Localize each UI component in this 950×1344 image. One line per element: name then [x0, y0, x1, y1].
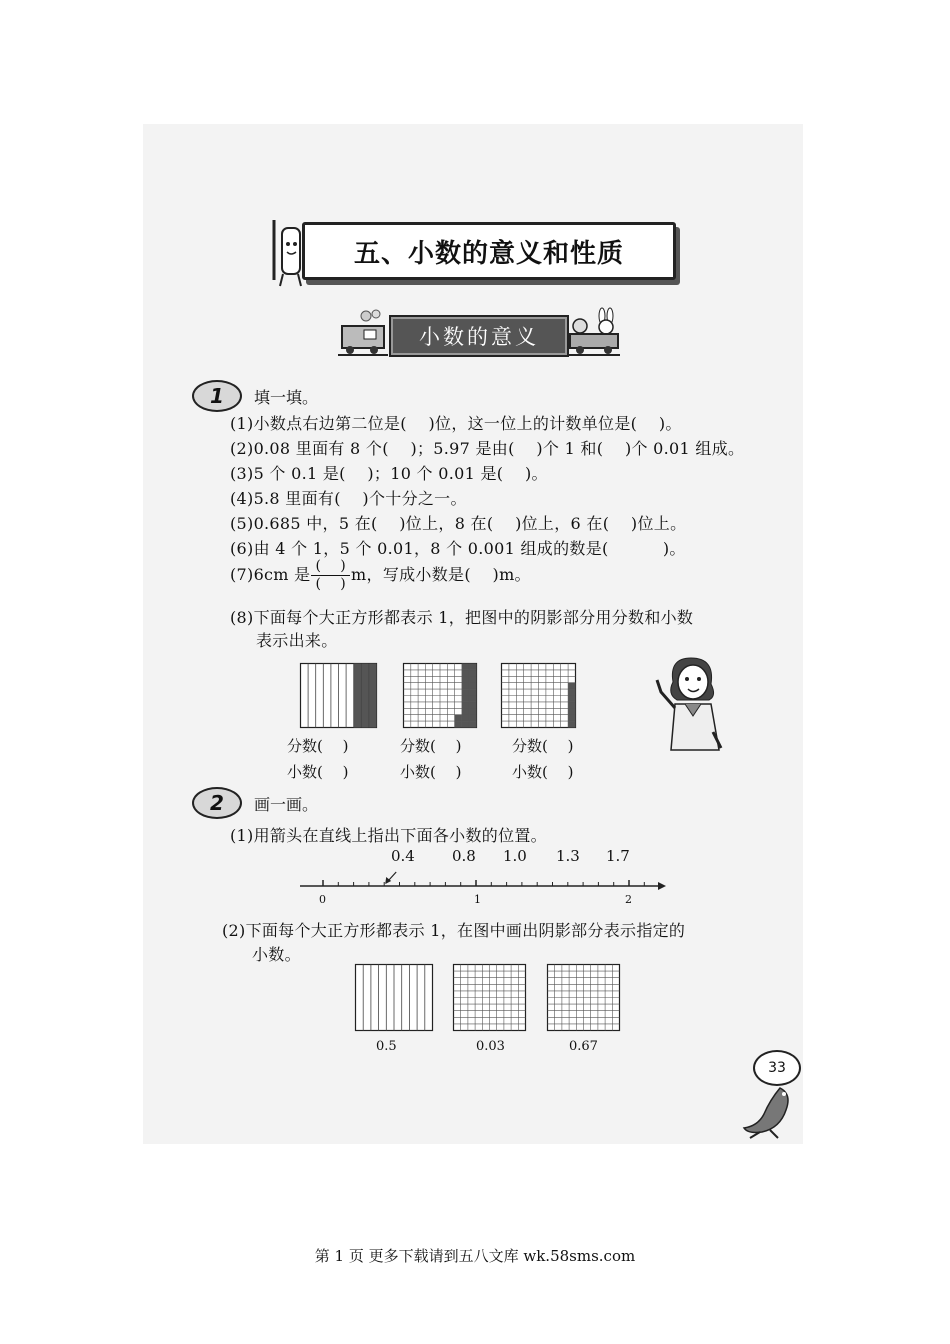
question-1-7: [230, 558, 531, 593]
shaded-cell: [462, 676, 469, 682]
question-1-7-suffix: m，写成小数是( )m。: [351, 565, 531, 584]
chapter-title: 五、小数的意义和性质: [302, 222, 676, 280]
shaded-cell: [469, 676, 476, 682]
decimal-answer-2: 小数( ): [400, 763, 462, 781]
exercise-1-badge: 1: [192, 380, 242, 412]
number-1-3: 1.3: [556, 847, 580, 865]
section-title: 小数的意义: [389, 315, 569, 357]
fraction-answer-1: 分数( ): [287, 737, 349, 755]
shaded-cell: [462, 702, 469, 708]
section-banner: [338, 308, 620, 358]
shaded-cell: [568, 715, 575, 721]
shaded-cell: [469, 683, 476, 689]
shaded-grid-hundredths-a: [403, 663, 477, 728]
question-1-3: (3)5 个 0.1 是( )；10 个 0.01 是( )。: [230, 464, 548, 483]
shaded-cell: [568, 683, 575, 689]
exercise-2-title: 画一画。: [254, 795, 319, 814]
shaded-cell: [469, 721, 476, 727]
shaded-cell: [462, 689, 469, 695]
shaded-cell: [469, 670, 476, 676]
target-decimal-3: 0.67: [569, 1039, 598, 1054]
axis-label-0: 0: [319, 893, 326, 906]
shaded-cell: [469, 689, 476, 695]
train-engine-icon: [338, 310, 388, 356]
shaded-cell: [469, 715, 476, 721]
shaded-cell: [469, 702, 476, 708]
fraction-answer-2: 分数( ): [400, 737, 462, 755]
question-1-6: (6)由 4 个 1，5 个 0.01，8 个 0.001 组成的数是( )。: [230, 539, 686, 558]
seal-mascot-icon: [740, 1084, 798, 1140]
target-decimal-2: 0.03: [476, 1039, 505, 1054]
axis-arrowhead: [658, 882, 666, 890]
shaded-cell: [568, 708, 575, 714]
axis-label-2: 2: [625, 893, 632, 906]
shaded-cell: [455, 721, 462, 727]
shaded-cell: [469, 696, 476, 702]
question-1-8-cont: 表示出来。: [256, 631, 338, 650]
number-0-8: 0.8: [452, 847, 476, 865]
decimal-answer-1: 小数( ): [287, 763, 349, 781]
number-line: [300, 872, 670, 902]
shaded-cell: [462, 664, 469, 670]
question-1-2: (2)0.08 里面有 8 个( )；5.97 是由( )个 1 和( )个 0.01 组成。: [230, 439, 745, 458]
number-1-0: 1.0: [503, 847, 527, 865]
shaded-cell: [469, 664, 476, 670]
page-number: 33: [753, 1050, 801, 1086]
target-decimal-1: 0.5: [376, 1039, 397, 1054]
empty-grid-tenths: [355, 964, 433, 1031]
exercise-2-badge: 2: [192, 787, 242, 819]
question-2-1: (1)用箭头在直线上指出下面各小数的位置。: [230, 826, 547, 845]
shaded-cell: [462, 715, 469, 721]
shaded-cell: [568, 721, 575, 727]
fraction-blank: [311, 558, 350, 593]
shaded-cell: [462, 708, 469, 714]
shaded-strip: [354, 664, 362, 728]
axis-label-1: 1: [474, 893, 481, 906]
exercise-1-title: 填一填。: [254, 388, 319, 407]
shaded-cell: [462, 683, 469, 689]
question-1-1: (1)小数点右边第二位是( )位，这一位上的计数单位是( )。: [230, 414, 682, 433]
fraction-answer-3: 分数( ): [512, 737, 574, 755]
question-1-7-prefix: (7)6cm 是: [230, 565, 311, 584]
number-0-4: 0.4: [391, 847, 415, 865]
question-2-2-cont: 小数。: [252, 945, 301, 964]
shaded-grid-tenths: [300, 663, 377, 728]
train-car-animals-icon: [568, 310, 620, 356]
shaded-cell: [455, 715, 462, 721]
question-1-4: (4)5.8 里面有( )个十分之一。: [230, 489, 467, 508]
shaded-cell: [568, 696, 575, 702]
decimal-answer-3: 小数( ): [512, 763, 574, 781]
shaded-cell: [462, 670, 469, 676]
shaded-cell: [462, 721, 469, 727]
girl-illustration-icon: [655, 652, 725, 760]
empty-grid-hundredths-a: [453, 964, 526, 1031]
shaded-cell: [462, 696, 469, 702]
empty-grid-hundredths-b: [547, 964, 620, 1031]
question-1-8: (8)下面每个大正方形都表示 1，把图中的阴影部分用分数和小数: [230, 608, 694, 627]
shaded-cell: [469, 708, 476, 714]
shaded-strip: [369, 664, 377, 728]
number-1-7: 1.7: [606, 847, 630, 865]
shaded-cell: [568, 689, 575, 695]
fraction-denominator: ( ): [315, 576, 347, 592]
footer-text: 第 1 页 更多下载请到五八文库 wk.58sms.com: [314, 1247, 636, 1265]
shaded-strip: [361, 664, 369, 728]
chapter-banner: [268, 214, 673, 286]
question-2-2: (2)下面每个大正方形都表示 1，在图中画出阴影部分表示指定的: [222, 921, 686, 940]
shaded-grid-hundredths-b: [501, 663, 576, 728]
shaded-cell: [568, 702, 575, 708]
question-1-5: (5)0.685 中，5 在( )位上，8 在( )位上，6 在( )位上。: [230, 514, 687, 533]
fraction-numerator: ( ): [311, 558, 350, 576]
